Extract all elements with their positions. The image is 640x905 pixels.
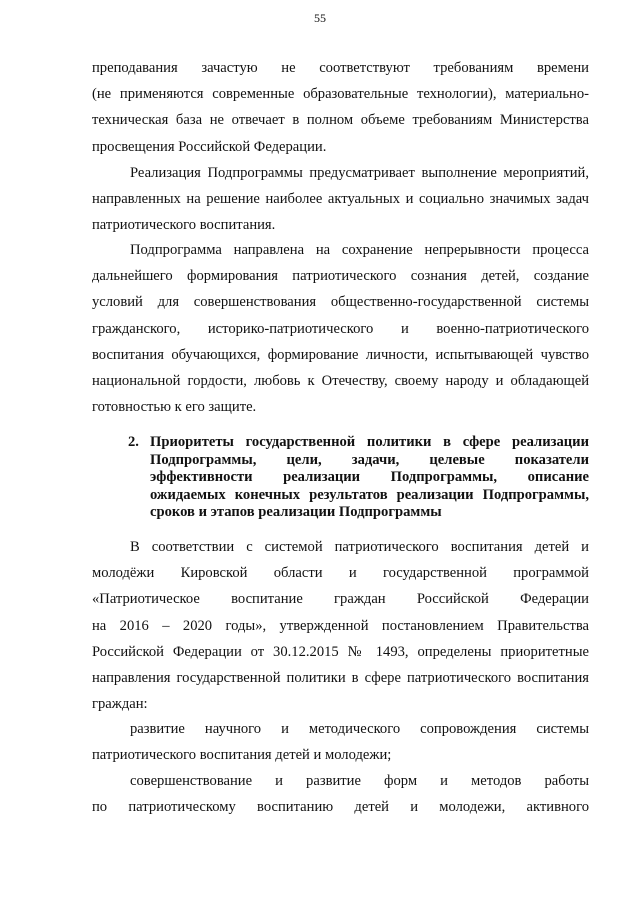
page-number: 55 <box>314 11 326 25</box>
text-line: техническая база не отвечает в полном объеме требованиям Министерства <box>92 112 589 129</box>
text-line: развитие научного и методического сопровождения системы <box>130 721 589 737</box>
text-line: условий для совершенствования общественно-государственной системы <box>92 294 589 311</box>
text-line: воспитания обучающихся, формирование личности, испытывающей чувство <box>92 346 589 363</box>
heading-line: Подпрограммы, цели, задачи, целевые показатели <box>150 451 589 468</box>
text-line: гражданского, историко-патриотического и военно-патриотического <box>92 320 589 337</box>
text-line: совершенствование и развитие форм и методов работы <box>130 773 589 789</box>
text-line: дальнейшего формирования патриотического сознания детей, создание <box>92 268 589 285</box>
text-line: Российской Федерации от 30.12.2015 № 1493, определены приоритетные <box>92 643 589 660</box>
text-line: (не применяются современные образовательные технологии), материально- <box>92 86 589 103</box>
heading-line: эффективности реализации Подпрограммы, описание <box>150 469 589 486</box>
text-line: направленных на решение наиболее актуальных и социально значимых задач <box>92 191 589 208</box>
paragraph-5 <box>92 716 589 768</box>
paragraph-2 <box>92 160 589 239</box>
text-line: национальной гордости, любовь к Отечеству, своему народу и обладающей <box>92 372 589 389</box>
text-line: «Патриотическое воспитание граждан Российской Федерации <box>92 591 589 608</box>
text-line: на 2016 – 2020 годы», утвержденной постановлением Правительства <box>92 617 589 634</box>
text-line: направления государственной политики в сфере патриотического воспитания <box>92 669 589 686</box>
heading-line: Приоритеты государственной политики в сфере реализации <box>150 434 589 450</box>
section-number: 2. <box>128 434 139 450</box>
paragraph-6 <box>92 768 589 820</box>
text-line: молодёжи Кировской области и государственной программой <box>92 565 589 582</box>
text-line: преподавания зачастую не соответствуют требованиям времени <box>92 60 589 76</box>
paragraph-3 <box>92 237 589 420</box>
section-heading <box>130 434 589 522</box>
heading-line: ожидаемых конечных результатов реализации Подпрограммы, <box>150 486 589 503</box>
text-line: патриотического воспитания. <box>92 217 276 234</box>
paragraph-4 <box>92 534 589 717</box>
paragraph-1 <box>92 55 589 160</box>
text-line: просвещения Российской Федерации. <box>92 138 327 155</box>
text-line: по патриотическому воспитанию детей и молодежи, активного <box>92 799 589 816</box>
text-line: патриотического воспитания детей и молодежи; <box>92 747 392 764</box>
text-line: граждан: <box>92 696 148 713</box>
text-line: В соответствии с системой патриотического воспитания детей и <box>130 539 589 555</box>
text-line: Реализация Подпрограммы предусматривает выполнение мероприятий, <box>130 165 589 181</box>
text-line: Подпрограмма направлена на сохранение непрерывности процесса <box>130 242 589 258</box>
heading-line: сроков и этапов реализации Подпрограммы <box>150 504 442 521</box>
text-line: готовностью к его защите. <box>92 399 257 416</box>
